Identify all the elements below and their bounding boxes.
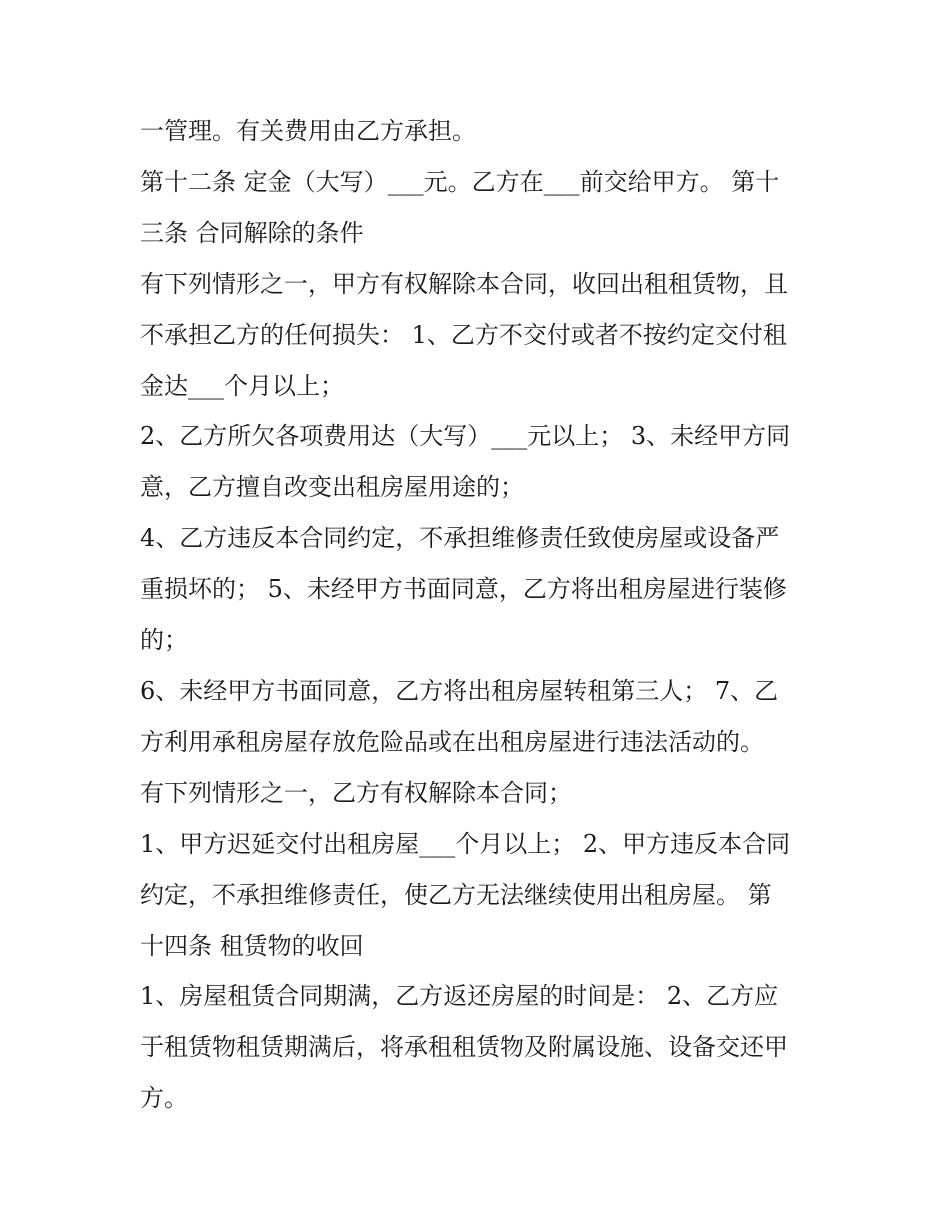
text-line: 十四条 租赁物的收回 (140, 931, 364, 960)
text-line: 于租赁物租赁期满后，将承租租赁物及附属设施、设备交还甲 (140, 1033, 788, 1062)
text-line: 重损坏的； 5、未经甲方书面同意，乙方将出租房屋进行装修 (140, 575, 787, 604)
text-line: 方利用承租房屋存放危险品或在出租房屋进行违法活动的。 (140, 727, 764, 756)
text-line: 1、甲方迟延交付出租房屋___个月以上； 2、甲方违反本合同 (140, 829, 791, 858)
text-line: 第十二条 定金（大写）___元。乙方在___前交给甲方。 第十 (140, 167, 780, 196)
text-line: 不承担乙方的任何损失： 1、乙方不交付或者不按约定交付租 (140, 320, 787, 349)
text-line: 三条 合同解除的条件 (140, 218, 364, 247)
text-line: 1、房屋租赁合同期满，乙方返还房屋的时间是： 2、乙方应 (140, 982, 779, 1011)
text-line: 4、乙方违反本合同约定，不承担维修责任致使房屋或设备严 (140, 524, 780, 553)
text-line: 有下列情形之一，甲方有权解除本合同，收回出租租赁物，且 (140, 269, 788, 298)
text-line: 约定，不承担维修责任，使乙方无法继续使用出租房屋。 第 (140, 880, 772, 909)
text-line: 金达___个月以上； (140, 371, 344, 400)
text-line: 2、乙方所欠各项费用达（大写）___元以上； 3、未经甲方同 (140, 422, 791, 451)
text-line: 方。 (140, 1084, 188, 1113)
text-line: 一管理。有关费用由乙方承担。 (140, 117, 476, 145)
document-body (140, 106, 820, 1124)
text-line: 意，乙方擅自改变出租房屋用途的； (140, 473, 524, 502)
text-line: 有下列情形之一，乙方有权解除本合同； (140, 778, 572, 807)
text-line: 6、未经甲方书面同意，乙方将出租房屋转租第三人； 7、乙 (140, 676, 779, 705)
text-line: 的； (140, 626, 188, 655)
